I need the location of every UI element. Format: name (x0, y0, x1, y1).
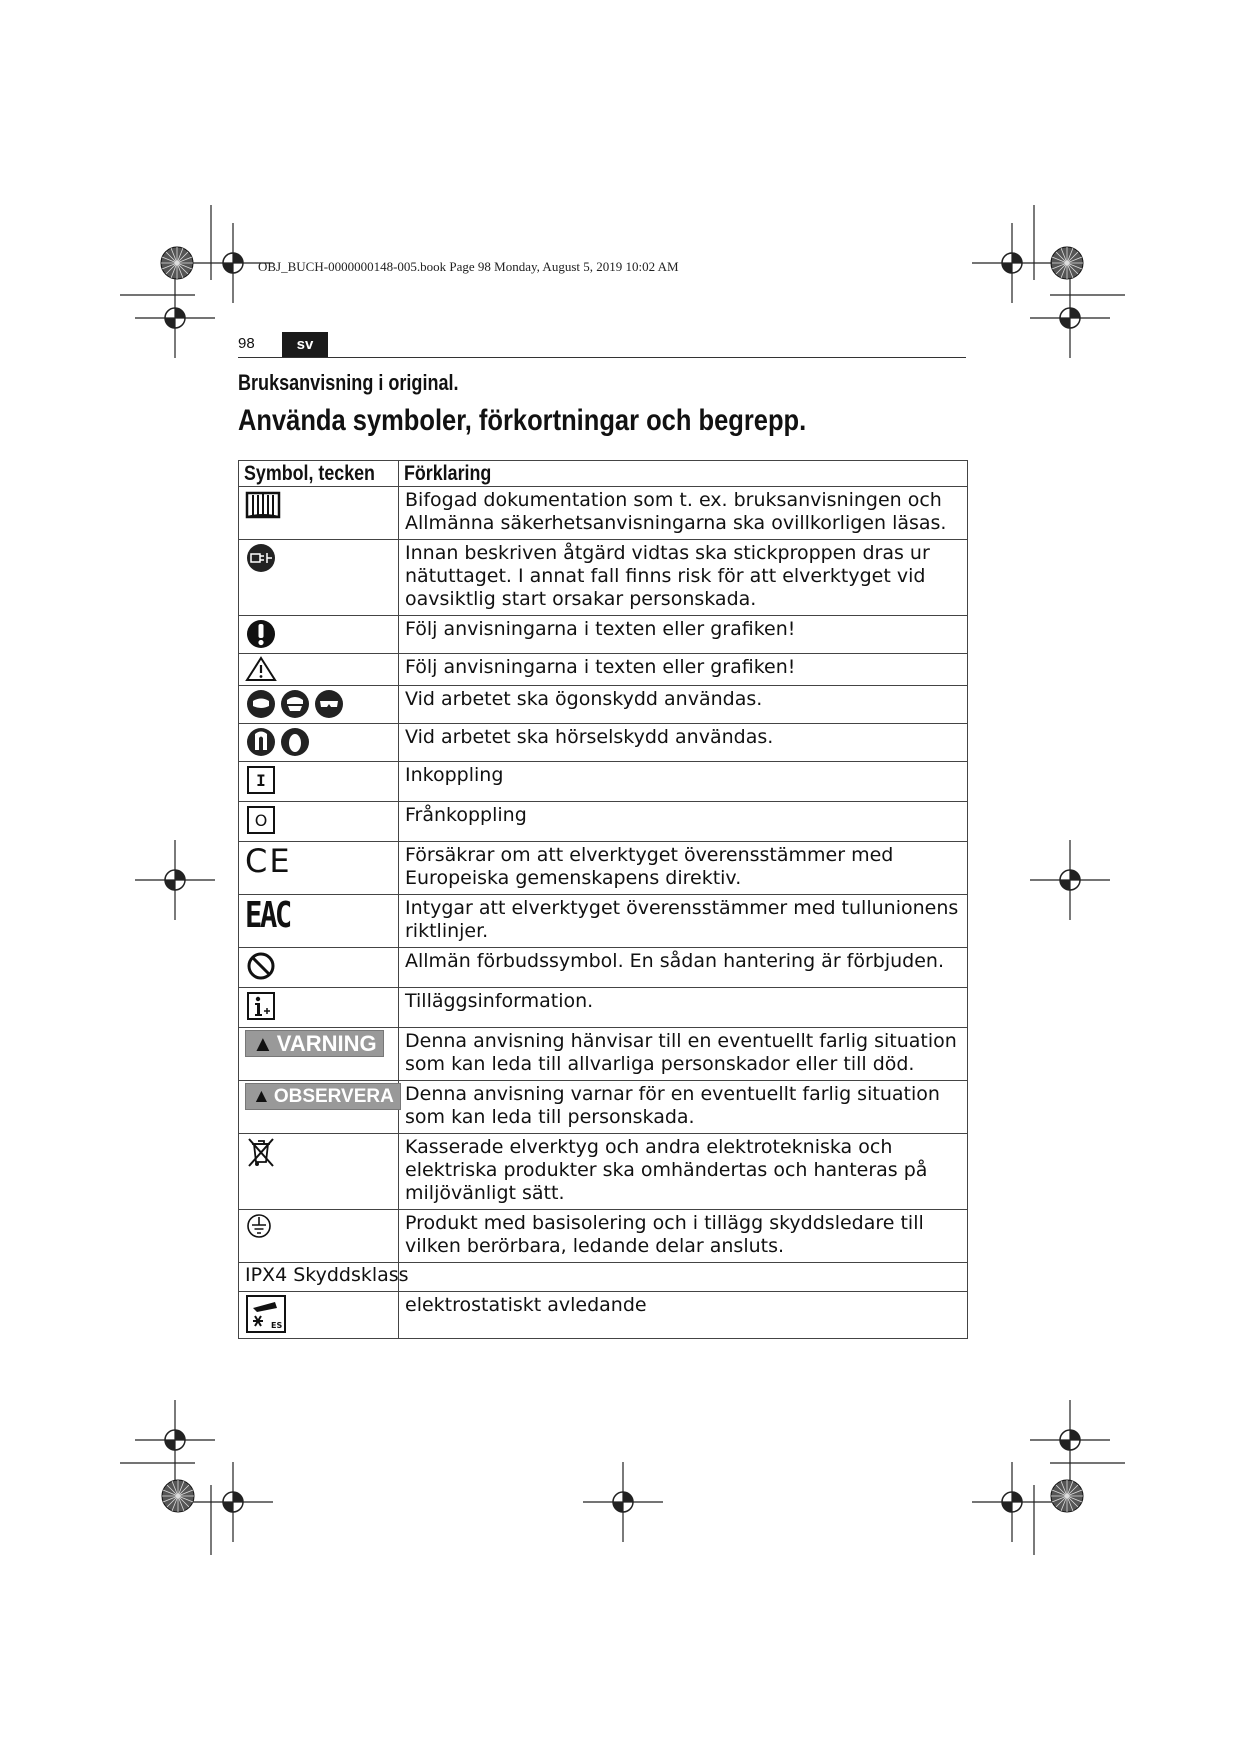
table-row (239, 654, 968, 686)
row-text: Vid arbetet ska hörselskydd användas. (399, 724, 968, 762)
row-text: Denna anvisning hänvisar till en eventuellt farlig situation som kan leda till allvarliga personskador eller till död. (399, 1028, 968, 1081)
row-text: Denna anvisning varnar för en eventuellt farlig situation som kan leda till personskada. (399, 1081, 968, 1134)
table-row (239, 762, 968, 802)
row-text: Innan beskriven åtgärd vidtas ska stickproppen dras ur nätuttaget. I annat fall finns risk för att elverktyget vid oavsiktlig start orsakar personskada. (399, 540, 968, 616)
unplug-icon (245, 542, 277, 574)
row-text: Intygar att elverktyget överensstämmer med tullunionens riktlinjer. (399, 895, 968, 948)
weee-bin-icon (245, 1136, 277, 1168)
exclamation-circle-icon (245, 618, 277, 650)
page-title: Använda symboler, förkortningar och begrepp. (238, 404, 807, 437)
table-row (239, 616, 968, 654)
table-row (239, 948, 968, 988)
table-row (239, 487, 968, 540)
row-text: Kasserade elverktyg och andra elektrotekniska och elektriska produkter ska omhändertas och hanteras på miljövänligt sätt. (399, 1134, 968, 1210)
row-text: Produkt med basisolering och i tillägg skyddsledare till vilken berörbara, ledande delar ansluts. (399, 1210, 968, 1263)
switch-on-icon (245, 764, 277, 796)
row-text: Tilläggsinformation. (399, 988, 968, 1028)
eac-mark-icon: EAC (245, 895, 290, 936)
table-row (239, 1081, 968, 1134)
row-text: Följ anvisningarna i texten eller grafiken! (399, 654, 968, 686)
table-header (239, 461, 968, 487)
table-row (239, 1028, 968, 1081)
table-row (239, 1292, 968, 1339)
table-row (239, 1134, 968, 1210)
header-explanation: Förklaring (399, 461, 968, 487)
subtitle: Bruksanvisning i original. (238, 370, 459, 395)
caution-badge: ▲ OBSERVERA (245, 1083, 401, 1110)
row-text: Inkoppling (399, 762, 968, 802)
table-row (239, 724, 968, 762)
row-text (399, 1263, 968, 1292)
row-text: Allmän förbudssymbol. En sådan hantering är förbjuden. (399, 948, 968, 988)
table-row (239, 802, 968, 842)
row-text: Följ anvisningarna i texten eller grafiken! (399, 616, 968, 654)
table-row (239, 686, 968, 724)
row-text: Försäkrar om att elverktyget överensstämmer med Europeiska gemenskapens direktiv. (399, 842, 968, 895)
warning-badge: ▲ VARNING (245, 1030, 384, 1057)
svg-text:I: I (256, 771, 266, 790)
switch-off-icon (245, 804, 277, 836)
header-rule (238, 357, 966, 358)
ear-protection-icons (245, 726, 311, 758)
ipx4-label: IPX4 Skyddsklass (245, 1264, 409, 1286)
prohibition-icon (245, 950, 277, 982)
svg-text:O: O (254, 811, 268, 830)
table-row (239, 988, 968, 1028)
row-text: Bifogad dokumentation som t. ex. bruksanvisningen och Allmänna säkerhetsanvisningarna ska ovillkorligen läsas. (399, 487, 968, 540)
table-row (239, 1263, 968, 1292)
table-row (239, 895, 968, 948)
print-meta: OBJ_BUCH-0000000148-005.book Page 98 Monday, August 5, 2019 10:02 AM (258, 259, 679, 274)
info-plus-icon (245, 990, 277, 1022)
symbols-table (238, 460, 968, 1339)
warning-triangle-icon (245, 656, 277, 682)
table-row (239, 842, 968, 895)
svg-text:ES: ES (271, 1321, 283, 1330)
row-text: Vid arbetet ska ögonskydd användas. (399, 686, 968, 724)
manual-book-icon (245, 489, 281, 521)
row-text: Frånkoppling (399, 802, 968, 842)
eye-protection-icons (245, 688, 345, 720)
row-text: elektrostatiskt avledande (399, 1292, 968, 1339)
ce-mark-icon: CE (245, 842, 292, 880)
esd-icon (245, 1294, 287, 1334)
language-badge: sv (282, 332, 328, 357)
table-row (239, 1210, 968, 1263)
table-row (239, 540, 968, 616)
header-symbol: Symbol, tecken (239, 461, 399, 487)
protective-earth-icon (245, 1212, 273, 1240)
page-number: 98 (238, 335, 255, 352)
